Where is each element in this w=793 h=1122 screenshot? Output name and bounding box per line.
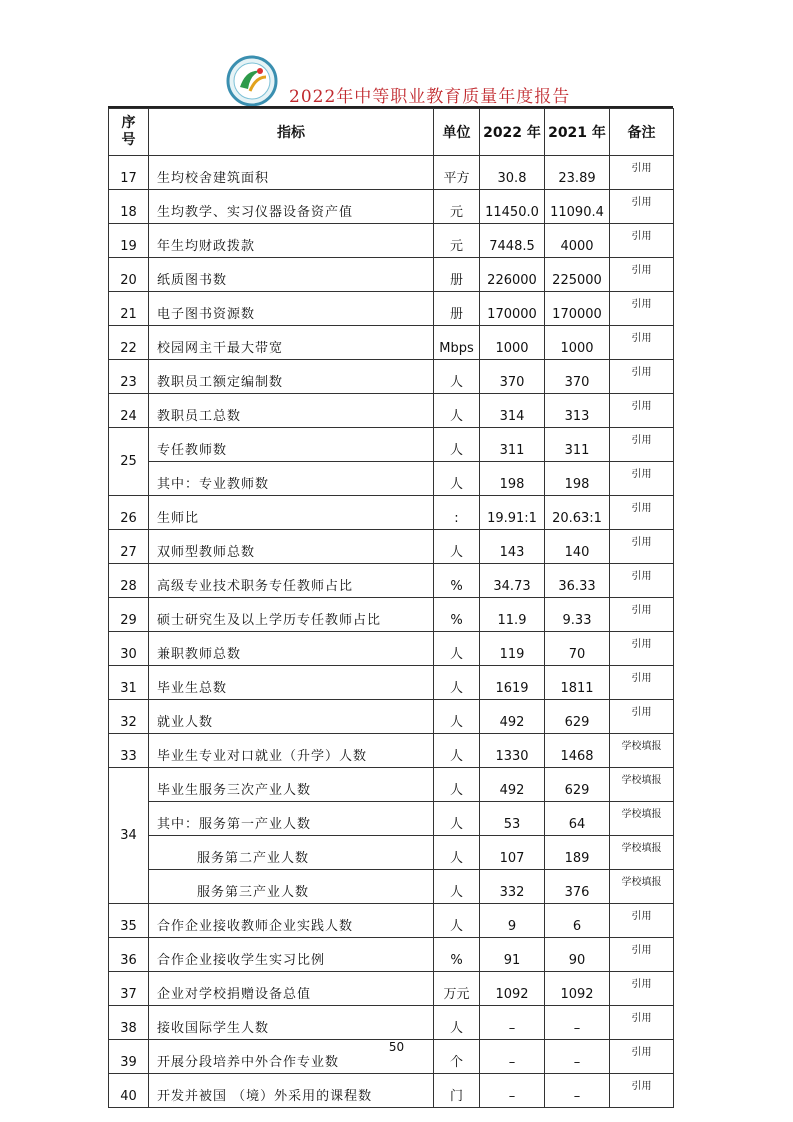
table-row bbox=[109, 530, 674, 564]
value-2021-cell: 1092 bbox=[545, 972, 610, 1006]
value-2021-cell: 1811 bbox=[545, 666, 610, 700]
row-number: 19 bbox=[109, 224, 149, 258]
table-row bbox=[109, 224, 674, 258]
unit-cell: % bbox=[434, 938, 480, 972]
note-cell: 引用 bbox=[610, 1040, 674, 1074]
indicator-cell: 开发并被国 （境）外采用的课程数 bbox=[149, 1074, 434, 1108]
value-2021-cell: 370 bbox=[545, 360, 610, 394]
indicator-cell: 毕业生专业对口就业（升学）人数 bbox=[149, 734, 434, 768]
table-row bbox=[109, 394, 674, 428]
note-cell: 学校填报 bbox=[610, 734, 674, 768]
value-2022-cell: 9 bbox=[480, 904, 545, 938]
indicator-cell: 接收国际学生人数 bbox=[149, 1006, 434, 1040]
row-number: 32 bbox=[109, 700, 149, 734]
indicator-cell: 硕士研究生及以上学历专任教师占比 bbox=[149, 598, 434, 632]
value-2021-cell: 225000 bbox=[545, 258, 610, 292]
value-2022-cell: 11450.0 bbox=[480, 190, 545, 224]
note-cell: 引用 bbox=[610, 938, 674, 972]
indicator-cell: 合作企业接收学生实习比例 bbox=[149, 938, 434, 972]
value-2021-cell: 6 bbox=[545, 904, 610, 938]
value-2021-cell: 64 bbox=[545, 802, 610, 836]
unit-cell: Mbps bbox=[434, 326, 480, 360]
note-cell: 引用 bbox=[610, 530, 674, 564]
unit-cell: 人 bbox=[434, 700, 480, 734]
note-cell: 引用 bbox=[610, 632, 674, 666]
table-row bbox=[109, 190, 674, 224]
table-row bbox=[109, 836, 674, 870]
indicator-table bbox=[108, 108, 674, 1108]
value-2022-cell: 107 bbox=[480, 836, 545, 870]
header-2021: 2021 年 bbox=[545, 109, 610, 156]
header-unit: 单位 bbox=[434, 109, 480, 156]
note-cell: 引用 bbox=[610, 462, 674, 496]
note-cell: 引用 bbox=[610, 564, 674, 598]
header-no: 序号 bbox=[109, 109, 149, 156]
unit-cell: 元 bbox=[434, 224, 480, 258]
unit-cell: 人 bbox=[434, 462, 480, 496]
note-cell: 引用 bbox=[610, 156, 674, 190]
school-logo-icon bbox=[226, 55, 278, 107]
note-cell: 引用 bbox=[610, 428, 674, 462]
unit-cell: 人 bbox=[434, 904, 480, 938]
table-row bbox=[109, 802, 674, 836]
value-2022-cell: 492 bbox=[480, 768, 545, 802]
unit-cell: 人 bbox=[434, 836, 480, 870]
row-number: 18 bbox=[109, 190, 149, 224]
indicator-cell: 服务第三产业人数 bbox=[149, 870, 434, 904]
table-row bbox=[109, 938, 674, 972]
row-number: 22 bbox=[109, 326, 149, 360]
table-row bbox=[109, 156, 674, 190]
note-cell: 学校填报 bbox=[610, 802, 674, 836]
note-cell: 引用 bbox=[610, 394, 674, 428]
table-row bbox=[109, 972, 674, 1006]
value-2021-cell: 140 bbox=[545, 530, 610, 564]
table-row bbox=[109, 292, 674, 326]
indicator-cell: 毕业生总数 bbox=[149, 666, 434, 700]
note-cell: 引用 bbox=[610, 292, 674, 326]
row-number: 39 bbox=[109, 1040, 149, 1074]
value-2021-cell: – bbox=[545, 1074, 610, 1108]
value-2022-cell: 226000 bbox=[480, 258, 545, 292]
value-2022-cell: 11.9 bbox=[480, 598, 545, 632]
value-2022-cell: 143 bbox=[480, 530, 545, 564]
value-2022-cell: 370 bbox=[480, 360, 545, 394]
unit-cell: 册 bbox=[434, 258, 480, 292]
indicator-cell: 生均教学、实习仪器设备资产值 bbox=[149, 190, 434, 224]
unit-cell: 人 bbox=[434, 1006, 480, 1040]
value-2022-cell: 119 bbox=[480, 632, 545, 666]
header-indicator: 指标 bbox=[149, 109, 434, 156]
table-row bbox=[109, 1006, 674, 1040]
indicator-cell: 就业人数 bbox=[149, 700, 434, 734]
value-2022-cell: 30.8 bbox=[480, 156, 545, 190]
value-2022-cell: 1619 bbox=[480, 666, 545, 700]
note-cell: 引用 bbox=[610, 326, 674, 360]
value-2021-cell: 311 bbox=[545, 428, 610, 462]
value-2021-cell: 629 bbox=[545, 700, 610, 734]
unit-cell: % bbox=[434, 564, 480, 598]
value-2021-cell: 189 bbox=[545, 836, 610, 870]
value-2021-cell: 629 bbox=[545, 768, 610, 802]
table-row bbox=[109, 904, 674, 938]
row-number: 33 bbox=[109, 734, 149, 768]
note-cell: 学校填报 bbox=[610, 870, 674, 904]
unit-cell: 人 bbox=[434, 666, 480, 700]
table-row bbox=[109, 632, 674, 666]
value-2022-cell: 314 bbox=[480, 394, 545, 428]
unit-cell: 人 bbox=[434, 802, 480, 836]
table-header-row bbox=[109, 109, 674, 156]
unit-cell: 人 bbox=[434, 530, 480, 564]
row-number: 17 bbox=[109, 156, 149, 190]
row-number: 35 bbox=[109, 904, 149, 938]
row-number: 36 bbox=[109, 938, 149, 972]
row-number: 26 bbox=[109, 496, 149, 530]
note-cell: 引用 bbox=[610, 190, 674, 224]
header-note: 备注 bbox=[610, 109, 674, 156]
table-row bbox=[109, 870, 674, 904]
table-row bbox=[109, 1074, 674, 1108]
table-row bbox=[109, 564, 674, 598]
value-2022-cell: 170000 bbox=[480, 292, 545, 326]
row-number: 29 bbox=[109, 598, 149, 632]
value-2021-cell: 36.33 bbox=[545, 564, 610, 598]
indicator-cell: 专任教师数 bbox=[149, 428, 434, 462]
value-2022-cell: 1092 bbox=[480, 972, 545, 1006]
unit-cell: % bbox=[434, 598, 480, 632]
note-cell: 引用 bbox=[610, 1006, 674, 1040]
value-2022-cell: 1000 bbox=[480, 326, 545, 360]
table-row bbox=[109, 462, 674, 496]
table-row bbox=[109, 258, 674, 292]
note-cell: 引用 bbox=[610, 972, 674, 1006]
note-cell: 学校填报 bbox=[610, 768, 674, 802]
indicator-cell: 双师型教师总数 bbox=[149, 530, 434, 564]
row-number: 20 bbox=[109, 258, 149, 292]
row-number: 25 bbox=[109, 428, 149, 496]
note-cell: 引用 bbox=[610, 360, 674, 394]
page-number: 50 bbox=[388, 1040, 405, 1054]
row-number: 24 bbox=[109, 394, 149, 428]
value-2021-cell: 70 bbox=[545, 632, 610, 666]
indicator-cell: 年生均财政拨款 bbox=[149, 224, 434, 258]
indicator-cell: 教职员工总数 bbox=[149, 394, 434, 428]
value-2021-cell: – bbox=[545, 1040, 610, 1074]
value-2021-cell: 20.63:1 bbox=[545, 496, 610, 530]
note-cell: 引用 bbox=[610, 224, 674, 258]
row-number: 23 bbox=[109, 360, 149, 394]
row-number: 37 bbox=[109, 972, 149, 1006]
indicator-cell: 兼职教师总数 bbox=[149, 632, 434, 666]
value-2022-cell: 492 bbox=[480, 700, 545, 734]
value-2022-cell: – bbox=[480, 1006, 545, 1040]
unit-cell: 门 bbox=[434, 1074, 480, 1108]
unit-cell: 人 bbox=[434, 734, 480, 768]
unit-cell: 平方 bbox=[434, 156, 480, 190]
row-number: 34 bbox=[109, 768, 149, 904]
value-2021-cell: 23.89 bbox=[545, 156, 610, 190]
table-row bbox=[109, 598, 674, 632]
note-cell: 引用 bbox=[610, 904, 674, 938]
value-2022-cell: 34.73 bbox=[480, 564, 545, 598]
value-2022-cell: 19.91:1 bbox=[480, 496, 545, 530]
table-row bbox=[109, 768, 674, 802]
indicator-cell: 电子图书资源数 bbox=[149, 292, 434, 326]
value-2022-cell: 332 bbox=[480, 870, 545, 904]
indicator-cell: 其中：专业教师数 bbox=[149, 462, 434, 496]
row-number: 38 bbox=[109, 1006, 149, 1040]
note-cell: 学校填报 bbox=[610, 836, 674, 870]
note-cell: 引用 bbox=[610, 496, 674, 530]
indicator-cell: 生师比 bbox=[149, 496, 434, 530]
unit-cell: 人 bbox=[434, 428, 480, 462]
value-2021-cell: 1000 bbox=[545, 326, 610, 360]
row-number: 31 bbox=[109, 666, 149, 700]
value-2021-cell: 11090.4 bbox=[545, 190, 610, 224]
value-2022-cell: 1330 bbox=[480, 734, 545, 768]
indicator-cell: 企业对学校捐赠设备总值 bbox=[149, 972, 434, 1006]
note-cell: 引用 bbox=[610, 598, 674, 632]
unit-cell: 人 bbox=[434, 394, 480, 428]
table-row bbox=[109, 360, 674, 394]
report-title: 2022年中等职业教育质量年度报告 bbox=[289, 87, 571, 107]
value-2022-cell: – bbox=[480, 1040, 545, 1074]
unit-cell: 个 bbox=[434, 1040, 480, 1074]
table-row bbox=[109, 326, 674, 360]
value-2021-cell: 90 bbox=[545, 938, 610, 972]
note-cell: 引用 bbox=[610, 1074, 674, 1108]
note-cell: 引用 bbox=[610, 258, 674, 292]
indicator-cell: 开展分段培养中外合作专业数 bbox=[149, 1040, 434, 1074]
value-2022-cell: 198 bbox=[480, 462, 545, 496]
indicator-cell: 纸质图书数 bbox=[149, 258, 434, 292]
row-number: 40 bbox=[109, 1074, 149, 1108]
note-cell: 引用 bbox=[610, 666, 674, 700]
unit-cell: 人 bbox=[434, 870, 480, 904]
value-2021-cell: 198 bbox=[545, 462, 610, 496]
unit-cell: 元 bbox=[434, 190, 480, 224]
row-number: 21 bbox=[109, 292, 149, 326]
table-row bbox=[109, 428, 674, 462]
indicator-cell: 高级专业技术职务专任教师占比 bbox=[149, 564, 434, 598]
indicator-cell: 其中：服务第一产业人数 bbox=[149, 802, 434, 836]
value-2022-cell: 311 bbox=[480, 428, 545, 462]
value-2021-cell: 9.33 bbox=[545, 598, 610, 632]
row-number: 27 bbox=[109, 530, 149, 564]
unit-cell: 册 bbox=[434, 292, 480, 326]
value-2022-cell: 53 bbox=[480, 802, 545, 836]
unit-cell: 人 bbox=[434, 632, 480, 666]
value-2021-cell: 376 bbox=[545, 870, 610, 904]
value-2021-cell: 4000 bbox=[545, 224, 610, 258]
value-2021-cell: 313 bbox=[545, 394, 610, 428]
unit-cell: 万元 bbox=[434, 972, 480, 1006]
indicator-cell: 合作企业接收教师企业实践人数 bbox=[149, 904, 434, 938]
table-row bbox=[109, 496, 674, 530]
table-row bbox=[109, 734, 674, 768]
value-2021-cell: – bbox=[545, 1006, 610, 1040]
header-2022: 2022 年 bbox=[480, 109, 545, 156]
unit-cell: : bbox=[434, 496, 480, 530]
note-cell: 引用 bbox=[610, 700, 674, 734]
row-number: 30 bbox=[109, 632, 149, 666]
table-row bbox=[109, 700, 674, 734]
value-2021-cell: 1468 bbox=[545, 734, 610, 768]
indicator-cell: 毕业生服务三次产业人数 bbox=[149, 768, 434, 802]
value-2022-cell: 7448.5 bbox=[480, 224, 545, 258]
table-row bbox=[109, 666, 674, 700]
row-number: 28 bbox=[109, 564, 149, 598]
indicator-cell: 服务第二产业人数 bbox=[149, 836, 434, 870]
indicator-cell: 教职员工额定编制数 bbox=[149, 360, 434, 394]
value-2022-cell: 91 bbox=[480, 938, 545, 972]
value-2022-cell: – bbox=[480, 1074, 545, 1108]
unit-cell: 人 bbox=[434, 768, 480, 802]
indicator-cell: 生均校舍建筑面积 bbox=[149, 156, 434, 190]
unit-cell: 人 bbox=[434, 360, 480, 394]
indicator-cell: 校园网主干最大带宽 bbox=[149, 326, 434, 360]
value-2021-cell: 170000 bbox=[545, 292, 610, 326]
